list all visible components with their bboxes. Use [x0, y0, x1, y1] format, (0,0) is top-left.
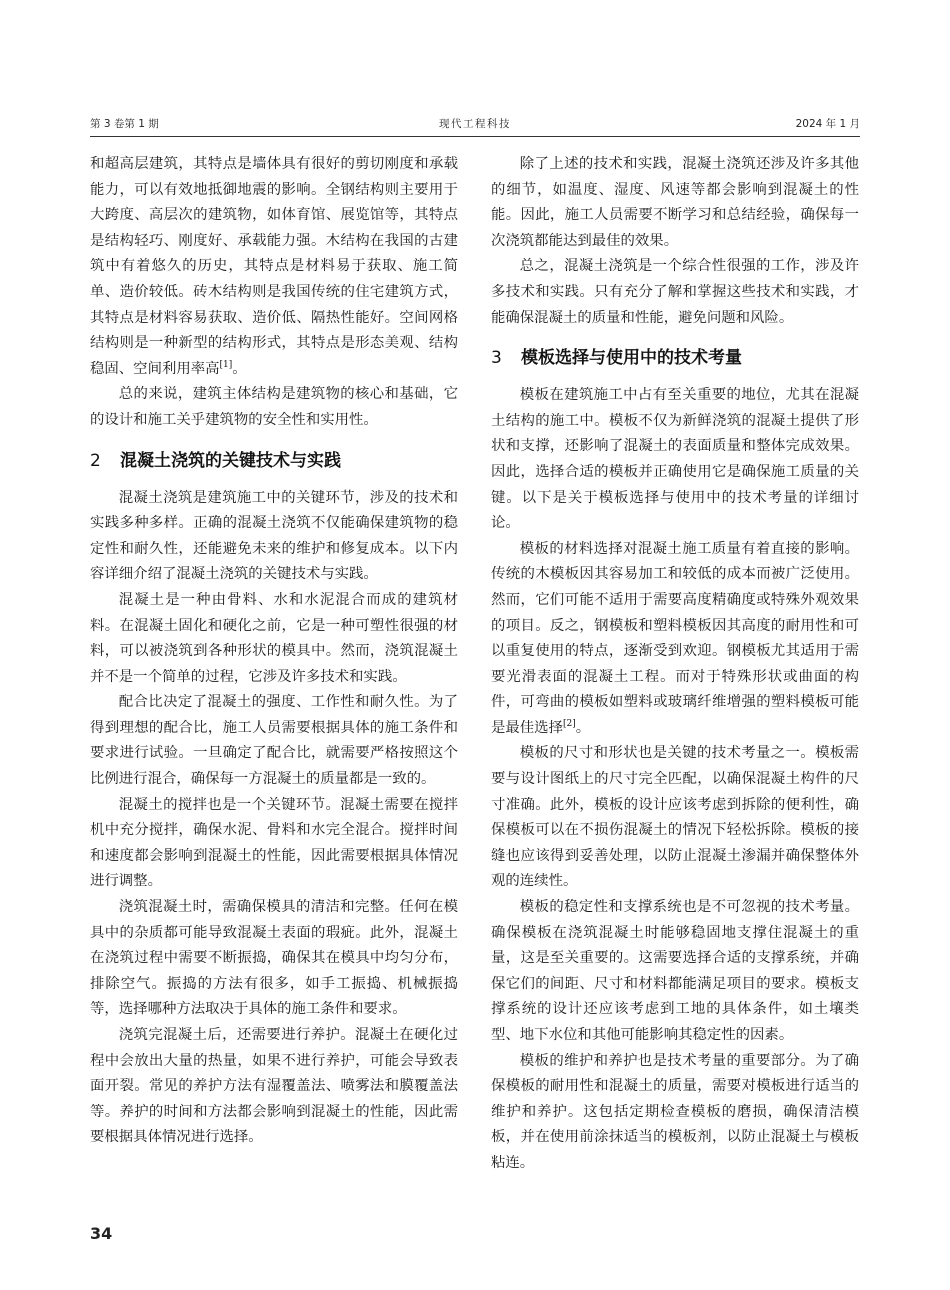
paragraph: 混凝土是一种由骨料、水和水泥混合而成的建筑材料。在混凝土固化和硬化之前，它是一种可塑性很强的材料，可以被浇筑到各种形状的模具中。然而，浇筑混凝土并不是一个简单的过程，它涉及许多技术和实践。 — [90, 591, 458, 685]
paragraph: 配合比决定了混凝土的强度、工作性和耐久性。为了得到理想的配合比，施工人员需要根据具体的施工条件和要求进行试验。一旦确定了配合比，就需要严格按照这个比例进行混合，确保每一方混凝土的质量都是一致的。 — [90, 694, 458, 788]
section-heading-3 — [491, 345, 859, 371]
paragraph: 和超高层建筑，其特点是墙体具有很好的剪切刚度和承载能力，可以有效地抵御地震的影响。全钢结构则主要用于大跨度、高层次的建筑物，如体育馆、展览馆等，其特点是结构轻巧、刚度好、承载能力强。木结构在我国的古建筑中有着悠久的历史，其特点是材料易于获取、施工简单、造价较低。砖木结构则是我国传统的住宅建筑方式，其特点是材料容易获取、造价低、隔热性能好。空间网格结构则是一种新型的结构形式，其特点是形态美观、结构稳固、空间利用率高[1]。 — [90, 156, 458, 377]
section-title: 混凝土浇筑的关键技术与实践 — [120, 450, 341, 471]
running-header — [90, 116, 860, 134]
issue-date: 2024 年 1 月 — [795, 118, 860, 130]
paragraph: 模板的稳定性和支撑系统也是不可忽视的技术考量。确保模板在浇筑混凝土时能够稳固地支撑住混凝土的重量，这是至关重要的。这需要选择合适的支撑系统，并确保它们的间距、尺寸和材料都能满足项目的要求。模板支撑系统的设计还应该考虑到工地的具体条件，如土壤类型、地下水位和其他可能影响其稳定性的因素。 — [491, 899, 859, 1043]
paragraph: 浇筑混凝土时，需确保模具的清洁和完整。任何在模具中的杂质都可能导致混凝土表面的瑕疵。此外，混凝土在浇筑过程中需要不断振捣，确保其在模具中均匀分布，排除空气。振捣的方法有很多，如手工振捣、机械振捣等，选择哪种方法取决于具体的施工条件和要求。 — [90, 899, 458, 1018]
section-title: 模板选择与使用中的技术考量 — [521, 348, 742, 369]
section-number: 2 — [90, 450, 101, 471]
paragraph: 总的来说，建筑主体结构是建筑物的核心和基础，它的设计和施工关乎建筑物的安全性和实用性。 — [90, 386, 458, 428]
page-number: 34 — [90, 1224, 113, 1243]
paragraph: 浇筑完混凝土后，还需要进行养护。混凝土在硬化过程中会放出大量的热量，如果不进行养护，可能会导致表面开裂。常见的养护方法有湿覆盖法、喷雾法和膜覆盖法等。养护的时间和方法都会影响到混凝土的性能，因此需要根据具体情况进行选择。 — [90, 1027, 458, 1146]
header-rule — [90, 136, 860, 137]
journal-title: 现代工程科技 — [439, 118, 511, 130]
paragraph: 除了上述的技术和实践，混凝土浇筑还涉及许多其他的细节，如温度、湿度、风速等都会影响到混凝土的性能。因此，施工人员需要不断学习和总结经验，确保每一次浇筑都能达到最佳的效果。 — [491, 156, 859, 249]
citation-ref[interactable]: [1] — [219, 359, 233, 370]
paragraph: 模板的材料选择对混凝土施工质量有着直接的影响。传统的木模板因其容易加工和较低的成本而被广泛使用。然而，它们可能不适用于需要高度精确度或特殊外观效果的项目。反之，钢模板和塑料模板因其高度的耐用性和可以重复使用的特点，逐渐受到欢迎。钢模板尤其适用于需要光滑表面的混凝土工程。而对于特殊形状或曲面的构件，可弯曲的模板如塑料或玻璃纤维增强的塑料模板可能是最佳选择[2]。 — [491, 540, 859, 736]
citation-ref[interactable]: [2] — [562, 719, 576, 730]
paragraph: 模板在建筑施工中占有至关重要的地位，尤其在混凝土结构的施工中。模板不仅为新鲜浇筑的混凝土提供了形状和支撑，还影响了混凝土的表面质量和整体完成效果。因此，选择合适的模板并正确使用它是确保施工质量的关键。以下是关于模板选择与使用中的技术考量的详细讨论。 — [491, 387, 859, 532]
paragraph: 混凝土浇筑是建筑施工中的关键环节，涉及的技术和实践多种多样。正确的混凝土浇筑不仅能确保建筑物的稳定性和耐久性，还能避免未来的维护和修复成本。以下内容详细介绍了混凝土浇筑的关键技术与实践。 — [90, 489, 458, 583]
section-number: 3 — [491, 348, 502, 369]
left-column — [90, 152, 458, 1151]
section-heading-2 — [90, 448, 458, 474]
paragraph: 模板的维护和养护也是技术考量的重要部分。为了确保模板的耐用性和混凝土的质量，需要对模板进行适当的维护和养护。这包括定期检查模板的磨损，确保清洁模板，并在使用前涂抹适当的模板剂，以防止混凝土与模板粘连。 — [491, 1052, 859, 1171]
paragraph: 总之，混凝土浇筑是一个综合性很强的工作，涉及许多技术和实践。只有充分了解和掌握这些技术和实践，才能确保混凝土的质量和性能，避免问题和风险。 — [491, 258, 859, 326]
right-column — [491, 152, 859, 1177]
paragraph: 混凝土的搅拌也是一个关键环节。混凝土需要在搅拌机中充分搅拌，确保水泥、骨料和水完全混合。搅拌时间和速度都会影响到混凝土的性能，因此需要根据具体情况进行调整。 — [90, 796, 458, 890]
journal-volume-issue: 第 3 卷第 1 期 — [90, 118, 159, 130]
paragraph: 模板的尺寸和形状也是关键的技术考量之一。模板需要与设计图纸上的尺寸完全匹配，以确保混凝土构件的尺寸准确。此外，模板的设计应该考虑到拆除的便利性，确保模板可以在不损伤混凝土的情况下轻松拆除。模板的接缝也应该得到妥善处理，以防止混凝土渗漏并确保整体外观的连续性。 — [491, 745, 859, 890]
